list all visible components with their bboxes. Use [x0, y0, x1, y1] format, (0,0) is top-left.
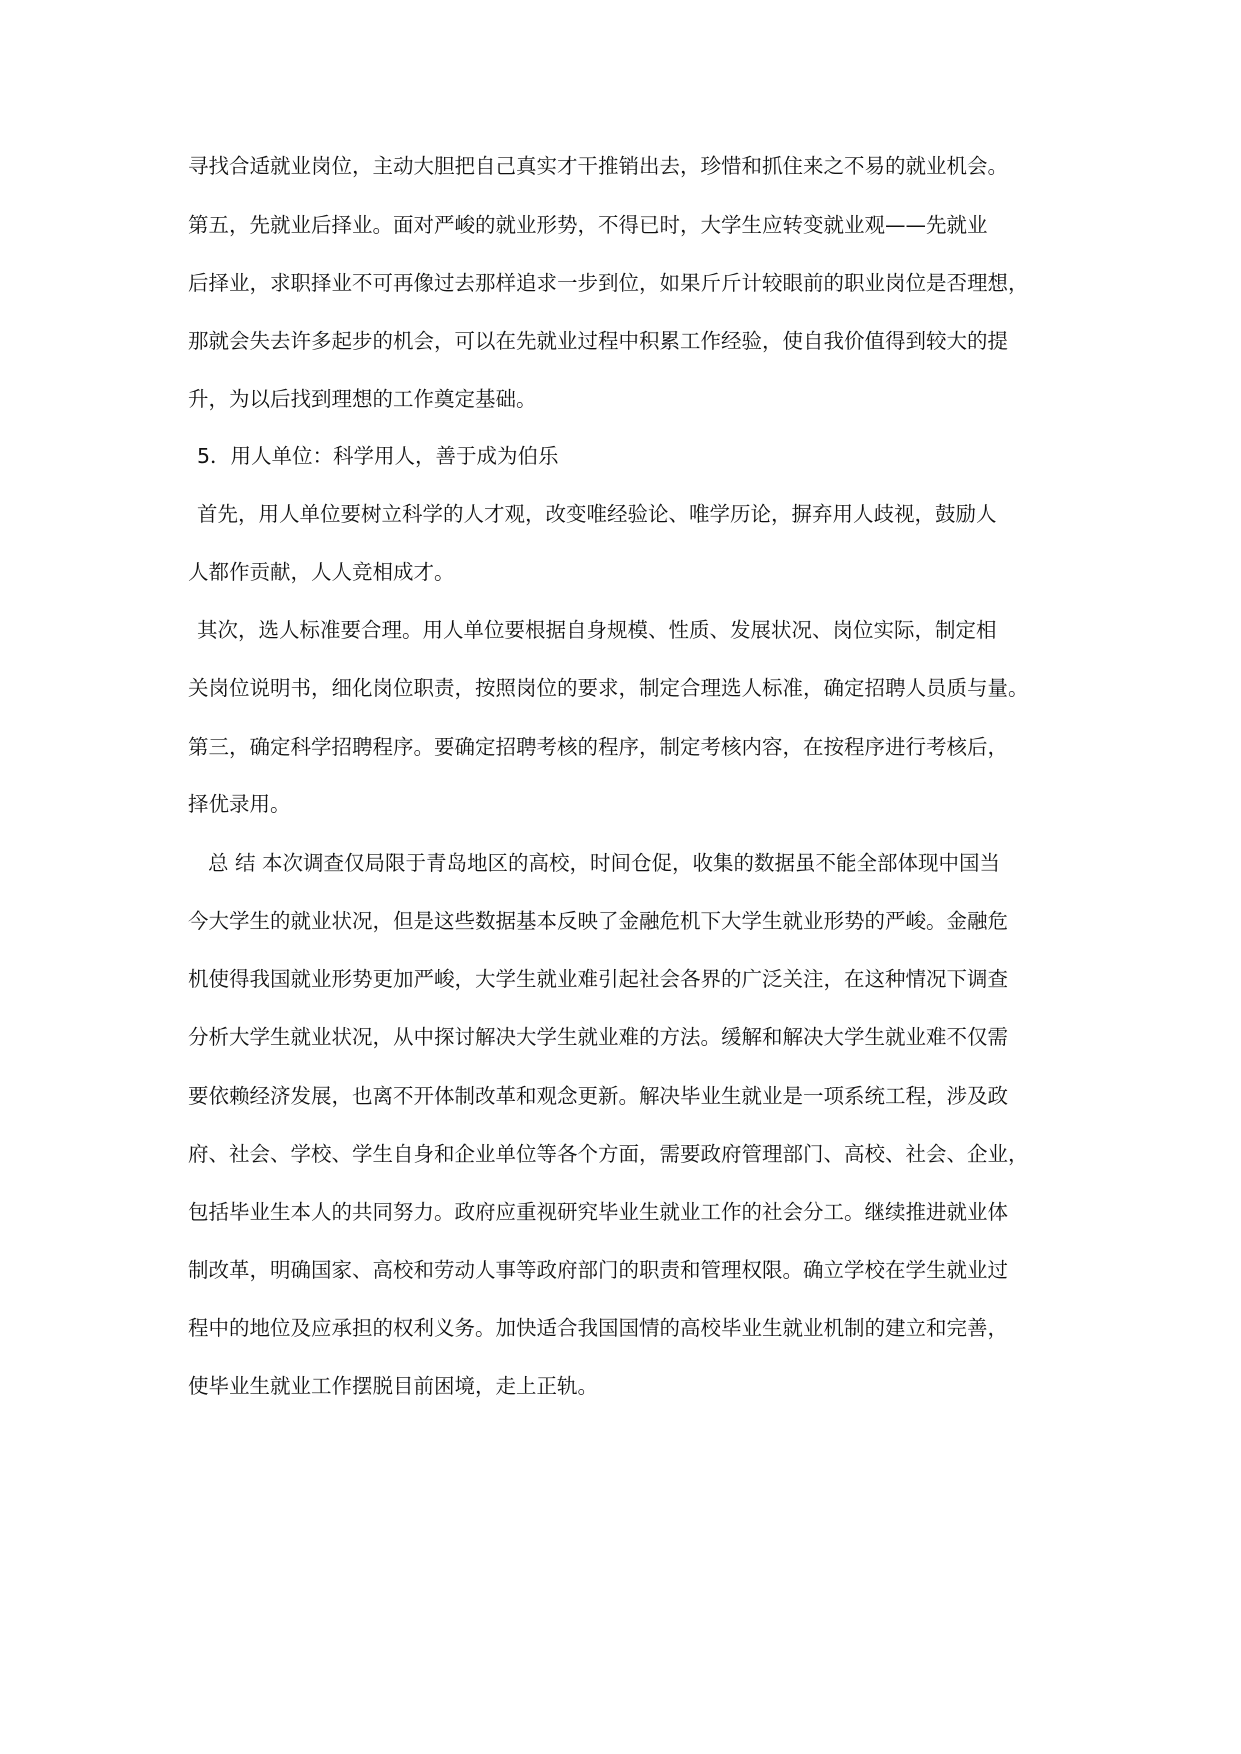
- paragraph-line: 后择业，求职择业不可再像过去那样追求一步到位，如果斤斤计较眼前的职业岗位是否理想，: [188, 271, 1029, 295]
- summary-line: 总 结 本次调查仅局限于青岛地区的高校，时间仓促，收集的数据虽不能全部体现中国当: [208, 851, 1001, 875]
- paragraph-line: 其次，选人标准要合理。用人单位要根据自身规模、性质、发展状况、岗位实际，制定相: [197, 618, 997, 642]
- paragraph-line: 制改革，明确国家、高校和劳动人事等政府部门的职责和管理权限。确立学校在学生就业过: [188, 1258, 1008, 1282]
- paragraph-line: 府、社会、学校、学生自身和企业单位等各个方面，需要政府管理部门、高校、社会、企业，: [188, 1142, 1029, 1166]
- paragraph-line: 今大学生的就业状况，但是这些数据基本反映了金融危机下大学生就业形势的严峻。金融危: [188, 909, 1008, 933]
- paragraph-line: 第五，先就业后择业。面对严峻的就业形势，不得已时，大学生应转变就业观——先就业: [188, 213, 988, 237]
- paragraph-line: 择优录用。: [188, 792, 291, 816]
- paragraph-line: 使毕业生就业工作摆脱目前困境，走上正轨。: [188, 1374, 598, 1398]
- paragraph-line: 首先，用人单位要树立科学的人才观，改变唯经验论、唯学历论，摒弃用人歧视，鼓励人: [197, 502, 997, 526]
- paragraph-line: 分析大学生就业状况，从中探讨解决大学生就业难的方法。缓解和解决大学生就业难不仅需: [188, 1025, 1008, 1049]
- paragraph-line: 升，为以后找到理想的工作奠定基础。: [188, 387, 537, 411]
- paragraph-line: 包括毕业生本人的共同努力。政府应重视研究毕业生就业工作的社会分工。继续推进就业体: [188, 1200, 1008, 1224]
- paragraph-line: 人都作贡献，人人竞相成才。: [188, 560, 455, 584]
- section-heading: 5．用人单位：科学用人，善于成为伯乐: [197, 444, 559, 468]
- paragraph-line: 关岗位说明书，细化岗位职责，按照岗位的要求，制定合理选人标准，确定招聘人员质与量。: [188, 676, 1029, 700]
- paragraph-line: 程中的地位及应承担的权利义务。加快适合我国国情的高校毕业生就业机制的建立和完善，: [188, 1316, 1008, 1340]
- paragraph-line: 第三，确定科学招聘程序。要确定招聘考核的程序，制定考核内容，在按程序进行考核后，: [188, 735, 1008, 759]
- paragraph-line: 那就会失去许多起步的机会，可以在先就业过程中积累工作经验，使自我价值得到较大的提: [188, 329, 1008, 353]
- paragraph-line: 要依赖经济发展，也离不开体制改革和观念更新。解决毕业生就业是一项系统工程，涉及政: [188, 1084, 1008, 1108]
- paragraph-line: 机使得我国就业形势更加严峻，大学生就业难引起社会各界的广泛关注，在这种情况下调查: [188, 967, 1008, 991]
- paragraph-line: 寻找合适就业岗位，主动大胆把自己真实才干推销出去，珍惜和抓住来之不易的就业机会。: [188, 154, 1008, 178]
